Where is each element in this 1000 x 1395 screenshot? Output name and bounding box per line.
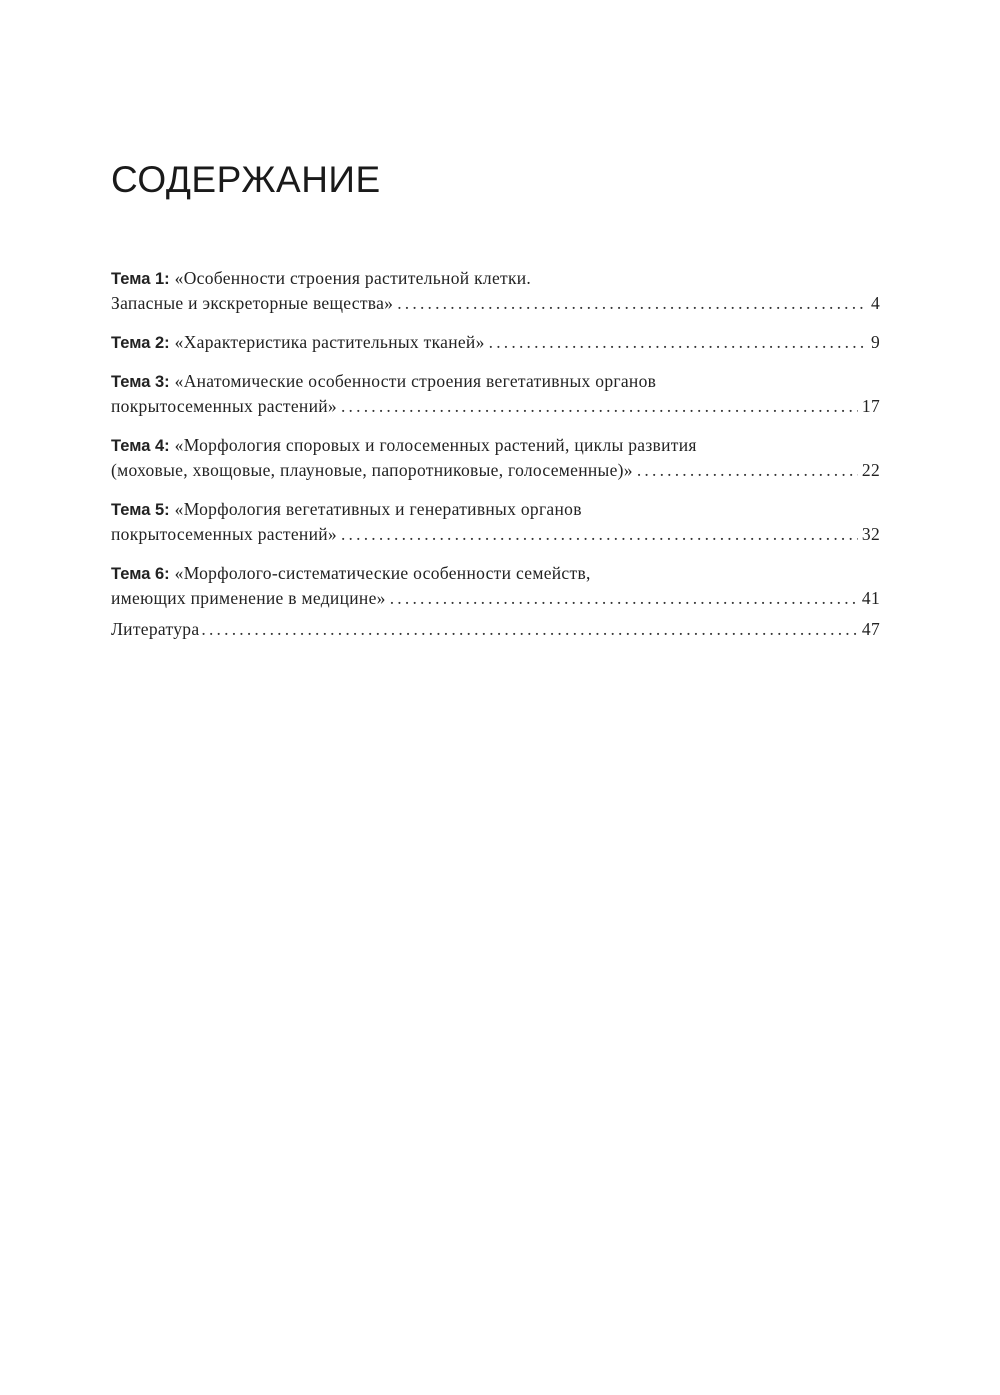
toc-entry-line	[111, 394, 880, 419]
dot-leader	[390, 586, 858, 611]
toc-entry-title: «Анатомические особенности строения вегетативных органов	[174, 371, 657, 391]
toc-page-number: 17	[861, 396, 880, 416]
toc-entry-label: Тема 1:	[111, 270, 170, 288]
toc-entry-line	[111, 522, 880, 547]
toc-entry-title: Литература	[111, 619, 200, 639]
page-title: СОДЕРЖАНИЕ	[111, 159, 381, 200]
toc-entry-line	[111, 266, 880, 291]
toc-entry-label: Тема 6:	[111, 565, 170, 583]
toc-entry-title-continued: Запасные и экскреторные вещества»	[111, 293, 394, 313]
toc-page-number: 32	[861, 524, 880, 544]
toc-entry-line	[111, 369, 880, 394]
toc-entry-title-continued: (моховые, хвощовые, плауновые, папоротниковые, голосеменные)»	[111, 460, 633, 480]
toc-page-number: 4	[870, 293, 880, 313]
toc-entry-line	[111, 497, 880, 522]
toc-entry-literature[interactable]	[111, 617, 880, 642]
toc-entry-label: Тема 3:	[111, 373, 170, 391]
toc-page-number: 41	[861, 588, 880, 608]
toc-entry-5[interactable]	[111, 497, 880, 547]
toc-entry-line	[111, 617, 880, 642]
toc-entry-label: Тема 5:	[111, 501, 170, 519]
toc-entry-title: «Характеристика растительных тканей»	[174, 332, 485, 352]
toc-entry-line	[111, 433, 880, 458]
toc-entry-title: «Морфология споровых и голосеменных растений, циклы развития	[174, 435, 697, 455]
toc-entry-label: Тема 4:	[111, 437, 170, 455]
toc-entry-title: «Морфолого-систематические особенности семейств,	[174, 563, 591, 583]
toc-entry-label: Тема 2:	[111, 334, 170, 352]
toc-entry-line	[111, 458, 880, 483]
toc-entry-line	[111, 330, 880, 355]
table-of-contents	[111, 266, 880, 656]
toc-page-number: 9	[870, 332, 880, 352]
toc-entry-title-continued: имеющих применение в медицине»	[111, 588, 386, 608]
toc-entry-3[interactable]	[111, 369, 880, 419]
dot-leader	[489, 330, 867, 355]
toc-entry-title: «Особенности строения растительной клетки.	[174, 268, 532, 288]
toc-entry-line	[111, 586, 880, 611]
toc-entry-line	[111, 561, 880, 586]
toc-entry-2[interactable]	[111, 330, 880, 355]
dot-leader	[341, 522, 858, 547]
toc-entry-line	[111, 291, 880, 316]
dot-leader	[637, 458, 858, 483]
toc-entry-6[interactable]	[111, 561, 880, 611]
dot-leader	[341, 394, 858, 419]
toc-entry-title-continued: покрытосеменных растений»	[111, 524, 337, 544]
toc-entry-title-continued: покрытосеменных растений»	[111, 396, 337, 416]
dot-leader	[397, 291, 867, 316]
toc-entry-4[interactable]	[111, 433, 880, 483]
toc-page-number: 22	[861, 460, 880, 480]
toc-entry-1[interactable]	[111, 266, 880, 316]
toc-page-number: 47	[861, 619, 880, 639]
toc-entry-title: «Морфология вегетативных и генеративных органов	[174, 499, 582, 519]
dot-leader	[201, 617, 859, 642]
